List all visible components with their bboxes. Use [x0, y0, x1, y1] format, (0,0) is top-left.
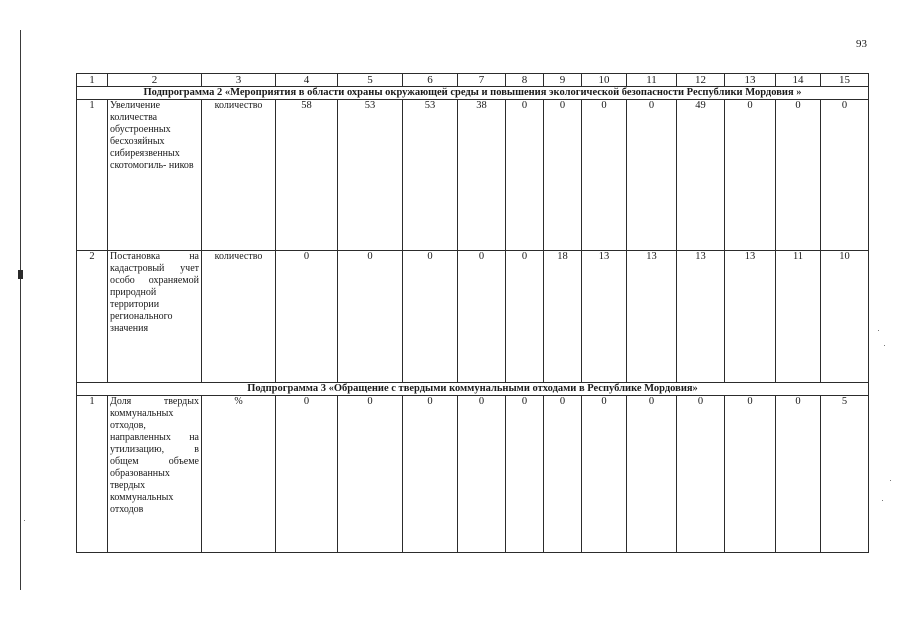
- column-number: 4: [276, 74, 338, 87]
- value-cell: 0: [403, 396, 458, 553]
- section-row: [77, 383, 869, 396]
- value-cell: 0: [544, 396, 582, 553]
- column-number: 10: [582, 74, 627, 87]
- section-row: [77, 87, 869, 100]
- indicators-table: [76, 73, 869, 553]
- value-cell: 49: [677, 100, 725, 251]
- scan-speckle: [884, 345, 885, 346]
- value-cell: 0: [458, 396, 506, 553]
- value-cell: 0: [776, 396, 821, 553]
- value-cell: 18: [544, 250, 582, 382]
- value-cell: 13: [677, 250, 725, 382]
- column-number: 2: [108, 74, 202, 87]
- table-row: [77, 100, 869, 251]
- column-number: 6: [403, 74, 458, 87]
- scan-speckle: [882, 500, 883, 501]
- column-number: 1: [77, 74, 108, 87]
- unit-cell: количество: [202, 100, 276, 251]
- value-cell: 11: [776, 250, 821, 382]
- value-cell: 0: [403, 250, 458, 382]
- page-number: 93: [856, 38, 867, 50]
- scan-speckle: [890, 480, 891, 481]
- unit-cell: %: [202, 396, 276, 553]
- column-number: 7: [458, 74, 506, 87]
- value-cell: 58: [276, 100, 338, 251]
- value-cell: 0: [458, 250, 506, 382]
- value-cell: 0: [276, 250, 338, 382]
- value-cell: 13: [627, 250, 677, 382]
- value-cell: 0: [338, 396, 403, 553]
- column-number: 12: [677, 74, 725, 87]
- row-number: 1: [77, 100, 108, 251]
- column-number: 8: [506, 74, 544, 87]
- indicator-name: Увеличение количества обустроенных бесхозяйных сибиреязвенных скотомогиль- ников: [108, 100, 202, 251]
- value-cell: 0: [582, 100, 627, 251]
- value-cell: 13: [725, 250, 776, 382]
- value-cell: 0: [582, 396, 627, 553]
- value-cell: 53: [338, 100, 403, 251]
- indicator-name: Доля твердых коммунальных отходов, направленных на утилизацию, в общем объеме образованных твердых коммунальных отходов: [108, 396, 202, 553]
- value-cell: 0: [338, 250, 403, 382]
- value-cell: 53: [403, 100, 458, 251]
- table-row: [77, 396, 869, 553]
- column-number: 13: [725, 74, 776, 87]
- scan-speckle: [24, 520, 25, 521]
- column-number-row: [77, 74, 869, 87]
- unit-cell: количество: [202, 250, 276, 382]
- value-cell: 38: [458, 100, 506, 251]
- column-number: 3: [202, 74, 276, 87]
- value-cell: 0: [627, 100, 677, 251]
- value-cell: 5: [821, 396, 869, 553]
- column-number: 11: [627, 74, 677, 87]
- value-cell: 0: [276, 396, 338, 553]
- indicator-name: Постановка на кадастровый учет особо охраняемой природной территории регионального значения: [108, 250, 202, 382]
- column-number: 15: [821, 74, 869, 87]
- row-number: 1: [77, 396, 108, 553]
- value-cell: 10: [821, 250, 869, 382]
- value-cell: 0: [725, 396, 776, 553]
- row-number: 2: [77, 250, 108, 382]
- value-cell: 0: [627, 396, 677, 553]
- value-cell: 0: [677, 396, 725, 553]
- value-cell: 0: [725, 100, 776, 251]
- value-cell: 0: [821, 100, 869, 251]
- value-cell: 13: [582, 250, 627, 382]
- table-row: [77, 250, 869, 382]
- value-cell: 0: [506, 250, 544, 382]
- binding-mark: [18, 270, 23, 279]
- value-cell: 0: [776, 100, 821, 251]
- section-title: Подпрограмма 3 «Обращение с твердыми коммунальными отходами в Республике Мордовия»: [77, 383, 869, 396]
- section-title: Подпрограмма 2 «Мероприятия в области охраны окружающей среды и повышения экологической безопасности Республики Мордовия »: [77, 87, 869, 100]
- value-cell: 0: [544, 100, 582, 251]
- binding-edge-line: [20, 30, 21, 590]
- value-cell: 0: [506, 396, 544, 553]
- column-number: 9: [544, 74, 582, 87]
- column-number: 14: [776, 74, 821, 87]
- value-cell: 0: [506, 100, 544, 251]
- scan-speckle: [878, 330, 879, 331]
- column-number: 5: [338, 74, 403, 87]
